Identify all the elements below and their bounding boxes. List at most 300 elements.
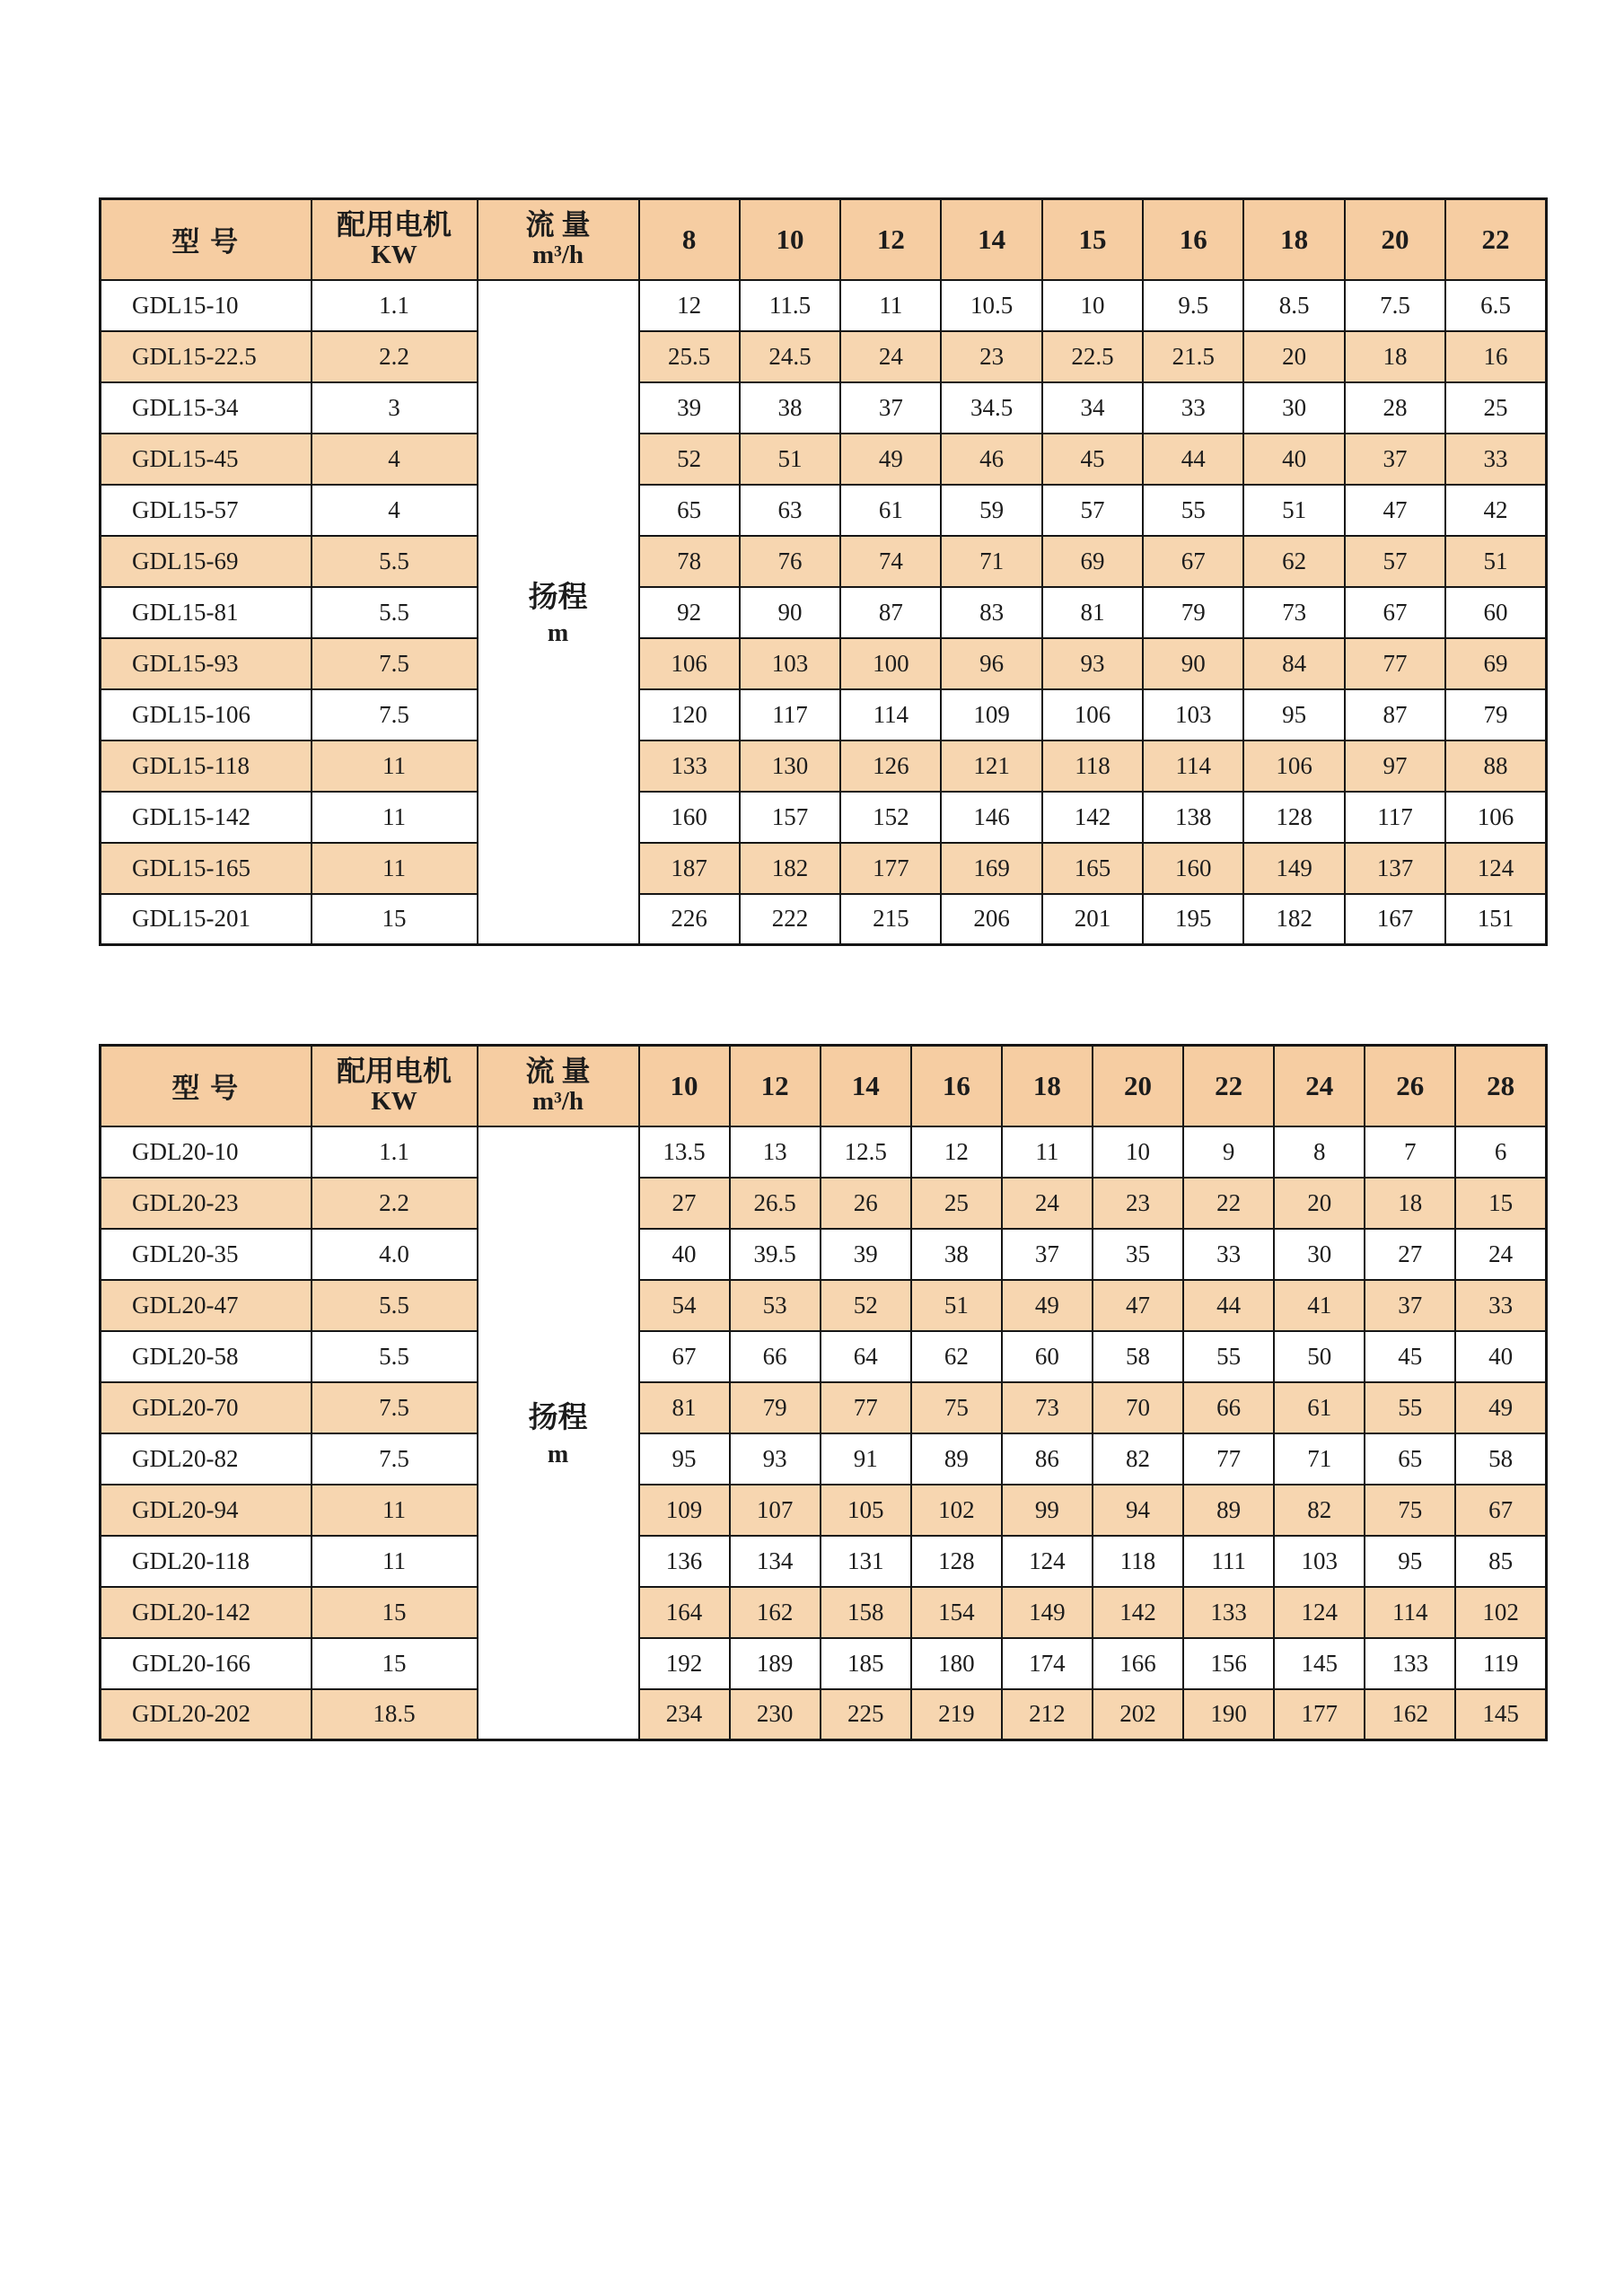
head-value-cell: 88 <box>1445 741 1546 792</box>
head-value-cell: 22.5 <box>1042 331 1143 382</box>
head-value-cell: 12 <box>911 1126 1002 1178</box>
head-value-cell: 59 <box>941 485 1041 536</box>
table-row <box>101 536 1547 587</box>
head-value-cell: 47 <box>1345 485 1445 536</box>
head-value-cell: 90 <box>1143 638 1243 689</box>
motor-header-line2: KW <box>371 241 417 270</box>
head-value-cell: 7.5 <box>1345 280 1445 331</box>
flow-value-column-header: 24 <box>1274 1046 1365 1126</box>
head-value-cell: 11 <box>1002 1126 1093 1178</box>
head-value-cell: 81 <box>1042 587 1143 638</box>
head-value-cell: 162 <box>1365 1689 1455 1740</box>
head-value-cell: 27 <box>1365 1229 1455 1280</box>
head-value-cell: 71 <box>941 536 1041 587</box>
model-cell: GDL20-202 <box>101 1689 312 1740</box>
motor-kw-cell: 4.0 <box>312 1229 478 1280</box>
motor-kw-cell: 1.1 <box>312 280 478 331</box>
head-value-cell: 117 <box>740 689 840 741</box>
flow-value-column-header: 22 <box>1445 199 1546 280</box>
head-value-cell: 94 <box>1093 1485 1183 1536</box>
head-value-cell: 100 <box>840 638 941 689</box>
head-value-cell: 102 <box>1455 1587 1546 1638</box>
flow-header-line1: 流 量 <box>525 1054 591 1087</box>
head-value-cell: 119 <box>1455 1638 1546 1689</box>
head-value-cell: 107 <box>730 1485 821 1536</box>
head-value-cell: 23 <box>941 331 1041 382</box>
table-row <box>101 434 1547 485</box>
model-cell: GDL15-93 <box>101 638 312 689</box>
head-value-cell: 61 <box>1274 1382 1365 1433</box>
motor-kw-cell: 5.5 <box>312 1280 478 1331</box>
motor-kw-cell: 5.5 <box>312 1331 478 1382</box>
head-value-cell: 157 <box>740 792 840 843</box>
head-value-cell: 79 <box>1143 587 1243 638</box>
flow-value-column-header: 16 <box>1143 199 1243 280</box>
head-value-cell: 174 <box>1002 1638 1093 1689</box>
head-value-cell: 40 <box>1243 434 1344 485</box>
head-value-cell: 77 <box>1183 1433 1274 1485</box>
head-value-cell: 9.5 <box>1143 280 1243 331</box>
head-value-cell: 234 <box>639 1689 730 1740</box>
head-value-cell: 25 <box>911 1178 1002 1229</box>
table-row <box>101 894 1547 945</box>
model-cell: GDL20-35 <box>101 1229 312 1280</box>
motor-kw-cell: 4 <box>312 485 478 536</box>
table-row <box>101 1229 1547 1280</box>
head-value-cell: 49 <box>840 434 941 485</box>
head-value-cell: 103 <box>1143 689 1243 741</box>
motor-kw-cell: 7.5 <box>312 689 478 741</box>
head-value-cell: 24 <box>840 331 941 382</box>
head-value-cell: 6 <box>1455 1126 1546 1178</box>
head-value-cell: 84 <box>1243 638 1344 689</box>
flow-header-line2: m³/h <box>531 241 584 270</box>
head-value-cell: 121 <box>941 741 1041 792</box>
head-value-cell: 192 <box>639 1638 730 1689</box>
table-body <box>101 1126 1547 1740</box>
head-value-cell: 167 <box>1345 894 1445 945</box>
flow-value-column-header: 22 <box>1183 1046 1274 1126</box>
head-value-cell: 55 <box>1183 1331 1274 1382</box>
table-row <box>101 1382 1547 1433</box>
motor-kw-cell: 5.5 <box>312 536 478 587</box>
flow-value-column-header: 8 <box>639 199 740 280</box>
head-label: 扬程 <box>528 581 588 614</box>
head-value-cell: 40 <box>1455 1331 1546 1382</box>
head-value-cell: 28 <box>1345 382 1445 434</box>
head-value-cell: 44 <box>1143 434 1243 485</box>
head-value-cell: 37 <box>1365 1280 1455 1331</box>
head-value-cell: 65 <box>639 485 740 536</box>
head-value-cell: 34 <box>1042 382 1143 434</box>
head-value-cell: 38 <box>911 1229 1002 1280</box>
head-value-cell: 95 <box>1243 689 1344 741</box>
head-value-cell: 8 <box>1274 1126 1365 1178</box>
flow-value-column-header: 18 <box>1002 1046 1093 1126</box>
motor-kw-cell: 11 <box>312 792 478 843</box>
head-value-cell: 57 <box>1042 485 1143 536</box>
head-value-cell: 156 <box>1183 1638 1274 1689</box>
model-cell: GDL15-34 <box>101 382 312 434</box>
table-row <box>101 485 1547 536</box>
table-row <box>101 638 1547 689</box>
flow-value-column-header: 15 <box>1042 199 1143 280</box>
head-value-cell: 77 <box>1345 638 1445 689</box>
motor-kw-cell: 15 <box>312 1638 478 1689</box>
head-value-cell: 87 <box>1345 689 1445 741</box>
model-cell: GDL20-94 <box>101 1485 312 1536</box>
motor-kw-cell: 4 <box>312 434 478 485</box>
motor-kw-cell: 2.2 <box>312 331 478 382</box>
head-value-cell: 146 <box>941 792 1041 843</box>
head-value-cell: 26 <box>821 1178 911 1229</box>
head-value-cell: 44 <box>1183 1280 1274 1331</box>
head-value-cell: 138 <box>1143 792 1243 843</box>
head-value-cell: 49 <box>1002 1280 1093 1331</box>
model-column-header: 型 号 <box>101 1046 312 1126</box>
head-value-cell: 99 <box>1002 1485 1093 1536</box>
head-value-cell: 187 <box>639 843 740 894</box>
head-value-cell: 89 <box>1183 1485 1274 1536</box>
head-value-cell: 24.5 <box>740 331 840 382</box>
pump-table <box>99 197 1548 946</box>
motor-kw-cell: 18.5 <box>312 1689 478 1740</box>
table-body <box>101 280 1547 945</box>
motor-kw-cell: 3 <box>312 382 478 434</box>
table-row <box>101 1178 1547 1229</box>
head-value-cell: 11 <box>840 280 941 331</box>
table-row <box>101 382 1547 434</box>
head-value-cell: 10.5 <box>941 280 1041 331</box>
head-value-cell: 222 <box>740 894 840 945</box>
head-value-cell: 75 <box>911 1382 1002 1433</box>
head-value-cell: 120 <box>639 689 740 741</box>
head-value-cell: 82 <box>1093 1433 1183 1485</box>
motor-header-line1: 配用电机 <box>336 207 452 241</box>
table-row <box>101 1433 1547 1485</box>
head-value-cell: 149 <box>1002 1587 1093 1638</box>
head-value-cell: 33 <box>1455 1280 1546 1331</box>
motor-kw-cell: 15 <box>312 1587 478 1638</box>
table-row <box>101 1485 1547 1536</box>
head-value-cell: 62 <box>911 1331 1002 1382</box>
head-value-cell: 45 <box>1042 434 1143 485</box>
head-value-cell: 106 <box>1243 741 1344 792</box>
head-value-cell: 118 <box>1093 1536 1183 1587</box>
head-value-cell: 137 <box>1345 843 1445 894</box>
head-value-cell: 34.5 <box>941 382 1041 434</box>
head-value-cell: 145 <box>1274 1638 1365 1689</box>
head-value-cell: 40 <box>639 1229 730 1280</box>
head-value-cell: 55 <box>1143 485 1243 536</box>
model-cell: GDL15-45 <box>101 434 312 485</box>
head-value-cell: 12.5 <box>821 1126 911 1178</box>
flow-value-column-header: 20 <box>1345 199 1445 280</box>
model-cell: GDL20-82 <box>101 1433 312 1485</box>
head-value-cell: 124 <box>1445 843 1546 894</box>
head-value-cell: 131 <box>821 1536 911 1587</box>
head-value-cell: 41 <box>1274 1280 1365 1331</box>
model-cell: GDL15-69 <box>101 536 312 587</box>
flow-value-column-header: 26 <box>1365 1046 1455 1126</box>
head-value-cell: 38 <box>740 382 840 434</box>
head-value-cell: 21.5 <box>1143 331 1243 382</box>
flow-value-column-header: 14 <box>821 1046 911 1126</box>
head-value-cell: 26.5 <box>730 1178 821 1229</box>
motor-kw-cell: 1.1 <box>312 1126 478 1178</box>
head-value-cell: 158 <box>821 1587 911 1638</box>
table-row <box>101 1280 1547 1331</box>
head-value-cell: 133 <box>639 741 740 792</box>
model-column-header: 型 号 <box>101 199 312 280</box>
model-cell: GDL20-70 <box>101 1382 312 1433</box>
head-value-cell: 114 <box>840 689 941 741</box>
head-value-cell: 95 <box>1365 1536 1455 1587</box>
head-value-cell: 134 <box>730 1536 821 1587</box>
motor-kw-cell: 7.5 <box>312 638 478 689</box>
head-value-cell: 73 <box>1243 587 1344 638</box>
head-value-cell: 95 <box>639 1433 730 1485</box>
flow-value-column-header: 12 <box>840 199 941 280</box>
head-value-cell: 10 <box>1042 280 1143 331</box>
head-value-cell: 39 <box>639 382 740 434</box>
head-value-cell: 57 <box>1345 536 1445 587</box>
head-value-cell: 62 <box>1243 536 1344 587</box>
head-value-cell: 25 <box>1445 382 1546 434</box>
head-value-cell: 30 <box>1243 382 1344 434</box>
head-value-cell: 142 <box>1042 792 1143 843</box>
head-unit-span-cell <box>478 1126 639 1740</box>
head-value-cell: 77 <box>821 1382 911 1433</box>
flow-value-column-header: 10 <box>639 1046 730 1126</box>
head-value-cell: 83 <box>941 587 1041 638</box>
head-value-cell: 82 <box>1274 1485 1365 1536</box>
head-value-cell: 215 <box>840 894 941 945</box>
head-value-cell: 24 <box>1455 1229 1546 1280</box>
flow-value-column-header: 20 <box>1093 1046 1183 1126</box>
head-value-cell: 145 <box>1455 1689 1546 1740</box>
head-value-cell: 37 <box>1345 434 1445 485</box>
head-value-cell: 66 <box>1183 1382 1274 1433</box>
head-value-cell: 182 <box>740 843 840 894</box>
head-value-cell: 60 <box>1445 587 1546 638</box>
head-value-cell: 109 <box>639 1485 730 1536</box>
head-value-cell: 114 <box>1143 741 1243 792</box>
head-value-cell: 103 <box>1274 1536 1365 1587</box>
head-value-cell: 58 <box>1455 1433 1546 1485</box>
head-value-cell: 177 <box>840 843 941 894</box>
header-row <box>101 199 1547 280</box>
head-value-cell: 49 <box>1455 1382 1546 1433</box>
model-cell: GDL20-58 <box>101 1331 312 1382</box>
head-value-cell: 97 <box>1345 741 1445 792</box>
head-value-cell: 226 <box>639 894 740 945</box>
head-value-cell: 165 <box>1042 843 1143 894</box>
head-value-cell: 33 <box>1143 382 1243 434</box>
head-value-cell: 39 <box>821 1229 911 1280</box>
head-value-cell: 23 <box>1093 1178 1183 1229</box>
head-value-cell: 11.5 <box>740 280 840 331</box>
table-header <box>101 1046 1547 1126</box>
head-value-cell: 149 <box>1243 843 1344 894</box>
model-cell: GDL15-10 <box>101 280 312 331</box>
head-value-cell: 58 <box>1093 1331 1183 1382</box>
head-value-cell: 130 <box>740 741 840 792</box>
motor-power-column-header <box>312 199 478 280</box>
head-value-cell: 124 <box>1274 1587 1365 1638</box>
table-row <box>101 280 1547 331</box>
head-value-cell: 67 <box>1143 536 1243 587</box>
model-cell: GDL15-57 <box>101 485 312 536</box>
model-cell: GDL20-10 <box>101 1126 312 1178</box>
head-value-cell: 39.5 <box>730 1229 821 1280</box>
motor-kw-cell: 11 <box>312 1485 478 1536</box>
head-value-cell: 117 <box>1345 792 1445 843</box>
head-value-cell: 67 <box>1455 1485 1546 1536</box>
head-value-cell: 25.5 <box>639 331 740 382</box>
table-row <box>101 741 1547 792</box>
head-value-cell: 182 <box>1243 894 1344 945</box>
model-cell: GDL15-81 <box>101 587 312 638</box>
head-value-cell: 87 <box>840 587 941 638</box>
head-value-cell: 73 <box>1002 1382 1093 1433</box>
head-value-cell: 102 <box>911 1485 1002 1536</box>
head-value-cell: 111 <box>1183 1536 1274 1587</box>
head-value-cell: 47 <box>1093 1280 1183 1331</box>
head-value-cell: 51 <box>1243 485 1344 536</box>
head-label: 扬程 <box>528 1402 588 1435</box>
table-row <box>101 331 1547 382</box>
flow-value-column-header: 18 <box>1243 199 1344 280</box>
head-value-cell: 162 <box>730 1587 821 1638</box>
header-row <box>101 1046 1547 1126</box>
head-value-cell: 60 <box>1002 1331 1093 1382</box>
model-cell: GDL20-118 <box>101 1536 312 1587</box>
motor-kw-cell: 11 <box>312 1536 478 1587</box>
flow-value-column-header: 12 <box>730 1046 821 1126</box>
head-value-cell: 46 <box>941 434 1041 485</box>
head-value-cell: 124 <box>1002 1536 1093 1587</box>
head-value-cell: 69 <box>1445 638 1546 689</box>
motor-kw-cell: 11 <box>312 741 478 792</box>
head-value-cell: 106 <box>639 638 740 689</box>
head-value-cell: 126 <box>840 741 941 792</box>
head-value-cell: 7 <box>1365 1126 1455 1178</box>
head-value-cell: 133 <box>1183 1587 1274 1638</box>
head-value-cell: 78 <box>639 536 740 587</box>
flow-rate-column-header <box>478 199 639 280</box>
flow-header-line1: 流 量 <box>525 207 591 241</box>
head-value-cell: 33 <box>1183 1229 1274 1280</box>
head-value-cell: 185 <box>821 1638 911 1689</box>
pump-table <box>99 1044 1548 1741</box>
head-value-cell: 202 <box>1093 1689 1183 1740</box>
head-value-cell: 66 <box>730 1331 821 1382</box>
head-value-cell: 52 <box>639 434 740 485</box>
head-value-cell: 160 <box>1143 843 1243 894</box>
head-value-cell: 206 <box>941 894 1041 945</box>
head-value-cell: 93 <box>730 1433 821 1485</box>
head-value-cell: 71 <box>1274 1433 1365 1485</box>
head-value-cell: 93 <box>1042 638 1143 689</box>
head-value-cell: 136 <box>639 1536 730 1587</box>
motor-kw-cell: 15 <box>312 894 478 945</box>
head-value-cell: 67 <box>639 1331 730 1382</box>
head-value-cell: 74 <box>840 536 941 587</box>
head-value-cell: 154 <box>911 1587 1002 1638</box>
head-value-cell: 151 <box>1445 894 1546 945</box>
head-value-cell: 109 <box>941 689 1041 741</box>
head-value-cell: 51 <box>740 434 840 485</box>
model-cell: GDL15-22.5 <box>101 331 312 382</box>
model-cell: GDL15-165 <box>101 843 312 894</box>
head-value-cell: 190 <box>1183 1689 1274 1740</box>
head-value-cell: 20 <box>1243 331 1344 382</box>
head-value-cell: 219 <box>911 1689 1002 1740</box>
head-value-cell: 16 <box>1445 331 1546 382</box>
head-value-cell: 128 <box>1243 792 1344 843</box>
head-value-cell: 114 <box>1365 1587 1455 1638</box>
motor-header-line2: KW <box>371 1087 417 1117</box>
head-value-cell: 51 <box>1445 536 1546 587</box>
head-value-cell: 189 <box>730 1638 821 1689</box>
head-value-cell: 12 <box>639 280 740 331</box>
head-value-cell: 105 <box>821 1485 911 1536</box>
head-unit: m <box>547 619 569 648</box>
table-row <box>101 1331 1547 1382</box>
head-value-cell: 91 <box>821 1433 911 1485</box>
head-value-cell: 85 <box>1455 1536 1546 1587</box>
head-value-cell: 89 <box>911 1433 1002 1485</box>
table-row <box>101 1126 1547 1178</box>
model-cell: GDL15-142 <box>101 792 312 843</box>
motor-kw-cell: 2.2 <box>312 1178 478 1229</box>
head-unit: m <box>547 1440 569 1468</box>
head-value-cell: 53 <box>730 1280 821 1331</box>
head-value-cell: 37 <box>1002 1229 1093 1280</box>
head-value-cell: 13 <box>730 1126 821 1178</box>
head-value-cell: 24 <box>1002 1178 1093 1229</box>
head-value-cell: 30 <box>1274 1229 1365 1280</box>
head-value-cell: 96 <box>941 638 1041 689</box>
table-row <box>101 587 1547 638</box>
head-value-cell: 37 <box>840 382 941 434</box>
head-value-cell: 81 <box>639 1382 730 1433</box>
model-cell: GDL20-142 <box>101 1587 312 1638</box>
flow-value-column-header: 14 <box>941 199 1041 280</box>
head-value-cell: 20 <box>1274 1178 1365 1229</box>
model-cell: GDL20-166 <box>101 1638 312 1689</box>
head-value-cell: 15 <box>1455 1178 1546 1229</box>
flow-value-column-header: 10 <box>740 199 840 280</box>
head-value-cell: 51 <box>911 1280 1002 1331</box>
head-value-cell: 177 <box>1274 1689 1365 1740</box>
motor-power-column-header <box>312 1046 478 1126</box>
table-header <box>101 199 1547 280</box>
head-value-cell: 128 <box>911 1536 1002 1587</box>
table-row <box>101 1536 1547 1587</box>
flow-header-line2: m³/h <box>531 1087 584 1117</box>
head-value-cell: 152 <box>840 792 941 843</box>
table-row <box>101 1638 1547 1689</box>
table-row <box>101 843 1547 894</box>
head-value-cell: 9 <box>1183 1126 1274 1178</box>
flow-value-column-header: 28 <box>1455 1046 1546 1126</box>
head-value-cell: 33 <box>1445 434 1546 485</box>
head-value-cell: 18 <box>1345 331 1445 382</box>
motor-kw-cell: 5.5 <box>312 587 478 638</box>
head-value-cell: 8.5 <box>1243 280 1344 331</box>
